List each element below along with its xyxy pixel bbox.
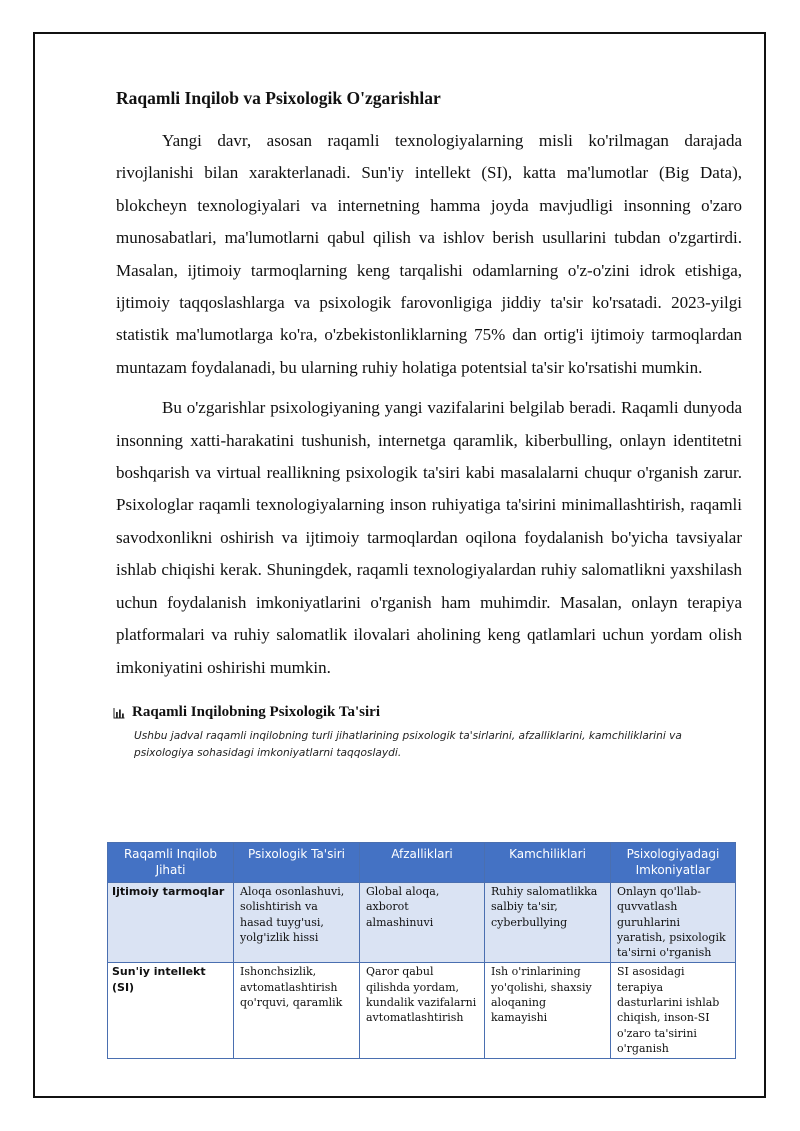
table-cell: Ish o'rinlarining yo'qolishi, shaxsiy aloqaning kamayishi [485,963,611,1059]
column-header: Psixologik Ta'siri [234,843,360,883]
table-cell-aspect: Ijtimoiy tarmoqlar [108,883,234,963]
table-row [108,963,736,1059]
paragraph-1: Yangi davr, asosan raqamli texnologiyalarning misli ko'rilmagan darajada rivojlanishi bilan xarakterlanadi. Sun'iy intellekt (SI), katta ma'lumotlar (Big Data), blokcheyn texnologiyalari va internetning hamma joyda mavjudligi insonning o'zaro munosabatlari, ma'lumotlarni qabul qilish va ishlov berish usullarini tubdan o'zgartirdi. Masalan, ijtimoiy tarmoqlarning keng tarqalishi odamlarning o'z-o'zini idrok etishiga, ijtimoiy taqqoslashlarga va psixologik farovonligiga jiddiy ta'sir ko'rsatadi. 2023-yilgi statistik ma'lumotlarga ko'ra, o'zbekistonliklarning 75% dan ortig'i ijtimoiy tarmoqlardan muntazam foydalanadi, bu ularning ruhiy holatiga potentsial ta'sir ko'rsatishi mumkin. [116,131,742,377]
bar-chart-icon [113,707,125,719]
table-cell: Global aloqa, axborot almashinuvi [360,883,485,963]
table-cell: Qaror qabul qilishda yordam, kundalik vazifalarni avtomatlashtirish [360,963,485,1059]
section-heading-text: Raqamli Inqilobning Psixologik Ta'siri [132,703,381,720]
table-caption: Ushbu jadval raqamli inqilobning turli jihatlarining psixologik ta'sirlarini, afzalliklarini, kamchiliklarini va psixologiya sohasidagi imkoniyatlarni taqqoslaydi. [134,729,682,759]
column-header: Psixologiyadagi Imkoniyatlar [611,843,736,883]
table-row [108,883,736,963]
table-cell: Aloqa osonlashuvi, solishtirish va hasad tuyg'usi, yolg'izlik hissi [234,883,360,963]
column-header: Afzalliklari [360,843,485,883]
table-cell: Ishonchsizlik, avtomatlashtirish qo'rquvi, qaramlik [234,963,360,1059]
document-body [116,86,742,768]
table-cell: SI asosidagi terapiya dasturlarini ishlab chiqish, inson-SI o'zaro ta'sirini o'rganish [611,963,736,1059]
column-header: Raqamli Inqilob Jihati [108,843,234,883]
table-cell: Ruhiy salomatlikka salbiy ta'sir, cyberbullying [485,883,611,963]
section-heading [113,702,742,722]
column-header: Kamchiliklari [485,843,611,883]
table-header-row [108,843,736,883]
comparison-table [107,842,736,1059]
table-cell: Onlayn qo'llab-quvvatlash guruhlarini yaratish, psixologik ta'sirni o'rganish [611,883,736,963]
document-title: Raqamli Inqilob va Psixologik O'zgarishlar [116,88,441,108]
paragraph-2: Bu o'zgarishlar psixologiyaning yangi vazifalarini belgilab beradi. Raqamli dunyoda insonning xatti-harakatini tushunish, internetga qaramlik, kiberbulling, onlayn identitetni boshqarish va virtual reallikning psixologik ta'siri kabi masalalarni chuqur o'rganish zarur. Psixologlar raqamli texnologiyalarning inson ruhiyatiga ta'sirini minimallashtirish, raqamli savodxonlikni oshirish va ijtimoiy tarmoqlardan oqilona foydalanish bo'yicha tavsiyalar ishlab chiqishi kerak. Shuningdek, raqamli texnologiyalardan ruhiy salomatlikni yaxshilash uchun foydalanish imkoniyatlarini o'rganish ham muhimdir. Masalan, onlayn terapiya platformalari va ruhiy salomatlik ilovalari aholining keng qatlamlari uchun yordam olish imkoniyatini oshirishi mumkin. [116,398,742,677]
table-cell-aspect: Sun'iy intellekt (SI) [108,963,234,1059]
